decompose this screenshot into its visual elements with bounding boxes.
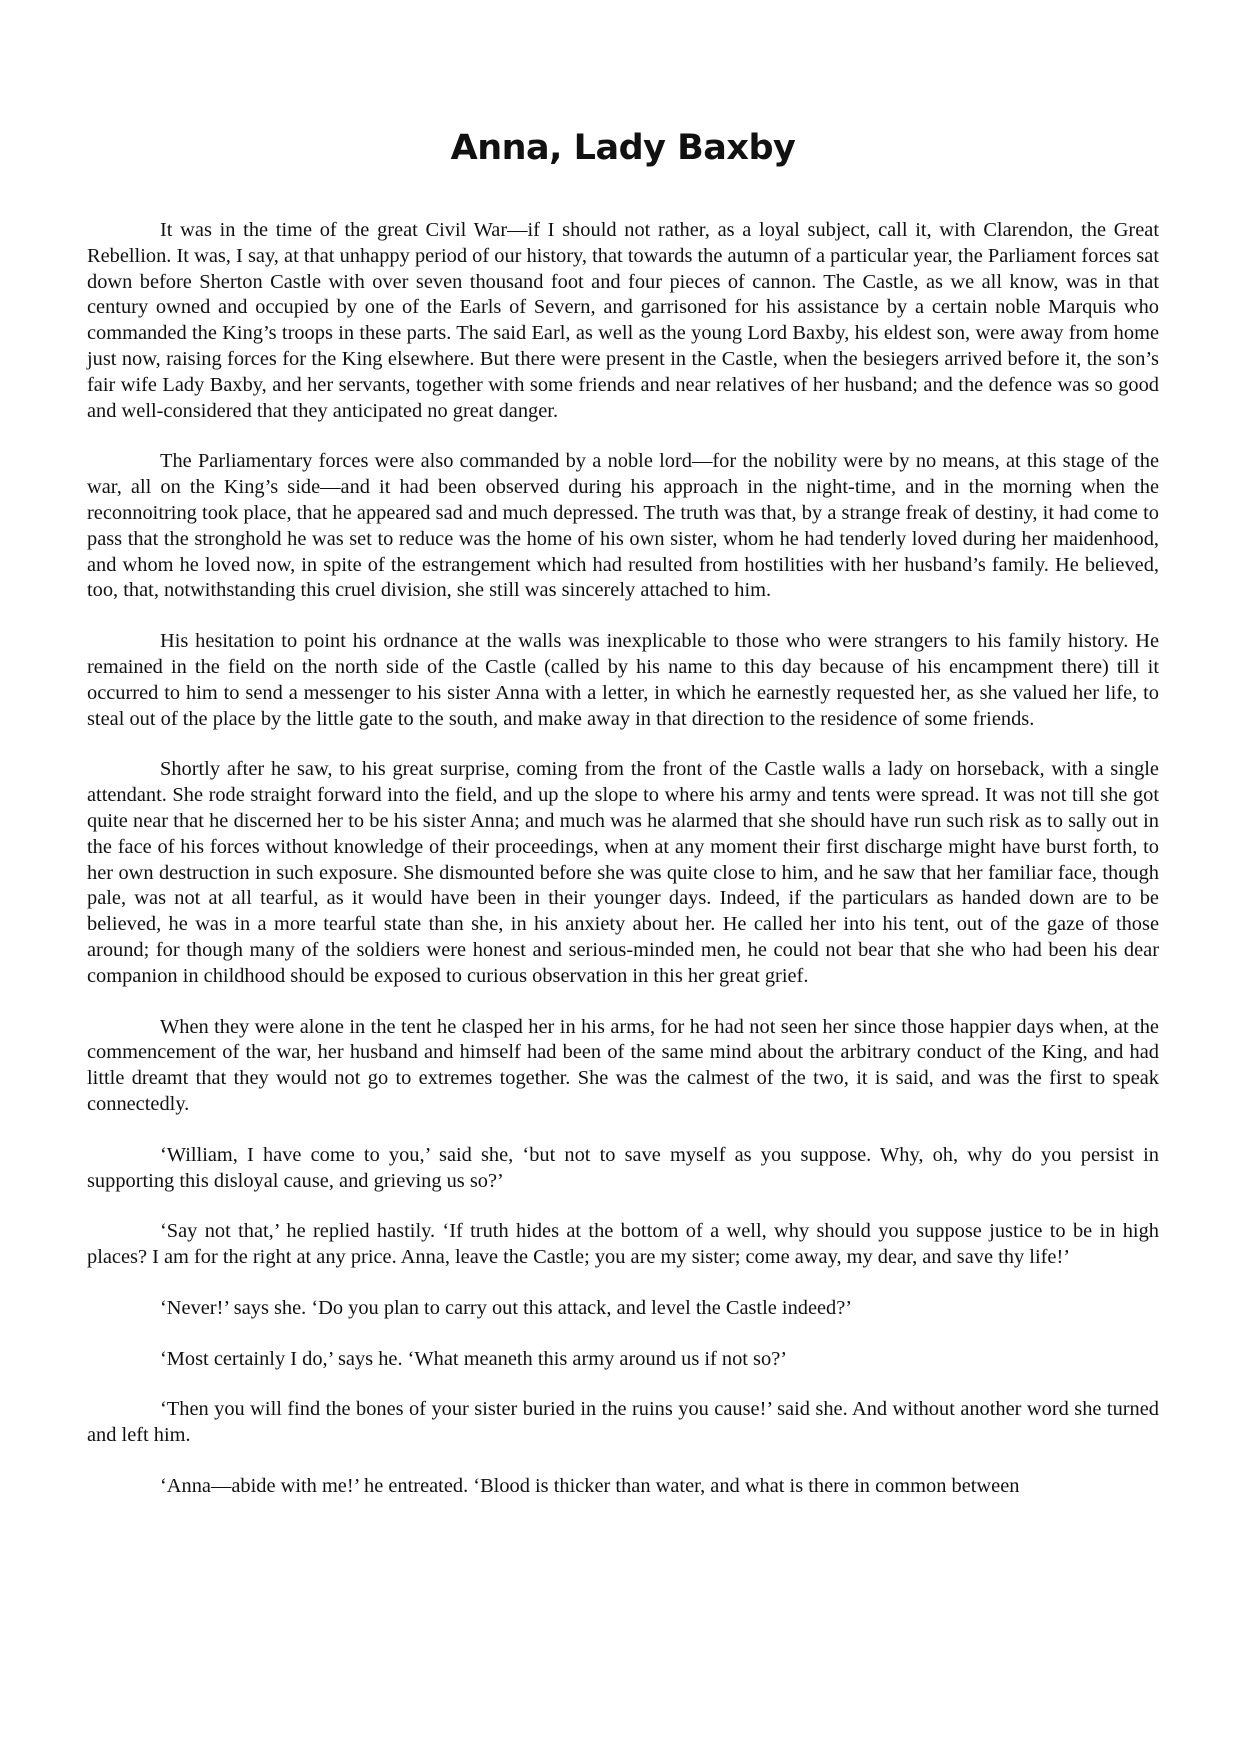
document-title: Anna, Lady Baxby [450, 128, 796, 168]
paragraph: Shortly after he saw, to his great surprise, coming from the front of the Castle walls a lady on horseback, with a single attendant. She rode straight forward into the field, and up the slope to where his army and tents were spread. It was not till she got quite near that he discerned her to be his sister Anna; and much was he alarmed that she should have run such risk as to sally out in the face of his forces without knowledge of their proceedings, when at any moment their first discharge might have burst forth, to her own destruction in such exposure. She dismounted before she was quite close to him, and he saw that her familiar face, though pale, was not at all tearful, as it would have been in their younger days. Indeed, if the particulars as handed down are to be believed, he was in a more tearful state than she, in his anxiety about her. He called her into his tent, out of the gaze of those around; for though many of the soldiers were honest and serious-minded men, he could not bear that she who had been his dear companion in childhood should be exposed to curious observation in this her great grief. [87, 758, 1159, 987]
paragraph: ‘Never!’ says she. ‘Do you plan to carry out this attack, and level the Castle indeed?’ [160, 1296, 853, 1319]
paragraph: His hesitation to point his ordnance at the walls was inexplicable to those who were strangers to his family history. He remained in the field on the north side of the Castle (called by his name to this day because of his encampment there) till it occurred to him to send a messenger to his sister Anna with a letter, in which he earnestly requested her, as she valued her life, to steal out of the place by the little gate to the south, and make away in that direction to the residence of some friends. [87, 630, 1159, 730]
paragraph: It was in the time of the great Civil War—if I should not rather, as a loyal subject, call it, with Clarendon, the Great Rebellion. It was, I say, at that unhappy period of our history, that towards the autumn of a particular year, the Parliament forces sat down before Sherton Castle with over seven thousand foot and four pieces of cannon. The Castle, as we all know, was in that century owned and occupied by one of the Earls of Severn, and garrisoned for his assistance by a certain noble Marquis who commanded the King’s troops in these parts. The said Earl, as well as the young Lord Baxby, his eldest son, were away from home just now, raising forces for the King elsewhere. But there were present in the Castle, when the besiegers arrived before it, the son’s fair wife Lady Baxby, and her servants, together with some friends and near relatives of her husband; and the defence was so good and well-considered that they anticipated no great danger. [87, 219, 1159, 422]
paragraph: The Parliamentary forces were also commanded by a noble lord—for the nobility were by no means, at this stage of the war, all on the King’s side—and it had been observed during his approach in the night-time, and in the morning when the reconnoitring took place, that he appeared sad and much depressed. The truth was that, by a strange freak of destiny, it had come to pass that the stronghold he was set to reduce was the home of his own sister, whom he had tenderly loved during her maidenhood, and whom he loved now, in spite of the estrangement which had resulted from hostilities with her husband’s family. He believed, too, that, notwithstanding this cruel division, she still was sincerely attached to him. [87, 450, 1159, 602]
paragraph: ‘Anna—abide with me!’ he entreated. ‘Blood is thicker than water, and what is there in common between [160, 1475, 1020, 1498]
document-page [87, 128, 1159, 1500]
paragraph: ‘Then you will find the bones of your sister buried in the ruins you cause!’ said she. And without another word she turned and left him. [87, 1398, 1159, 1447]
paragraph: ‘Most certainly I do,’ says he. ‘What meaneth this army around us if not so?’ [160, 1347, 788, 1370]
paragraph: ‘Say not that,’ he replied hastily. ‘If truth hides at the bottom of a well, why should you suppose justice to be in high places? I am for the right at any price. Anna, leave the Castle; you are my sister; come away, my dear, and save thy life!’ [87, 1220, 1159, 1269]
paragraph: ‘William, I have come to you,’ said she, ‘but not to save myself as you suppose. Why, oh, why do you persist in supporting this disloyal cause, and grieving us so?’ [87, 1143, 1159, 1192]
paragraph: When they were alone in the tent he clasped her in his arms, for he had not seen her since those happier days when, at the commencement of the war, her husband and himself had been of the same mind about the arbitrary conduct of the King, and had little dreamt that they would not go to extremes together. She was the calmest of the two, it is said, and was the first to speak connectedly. [87, 1015, 1159, 1115]
